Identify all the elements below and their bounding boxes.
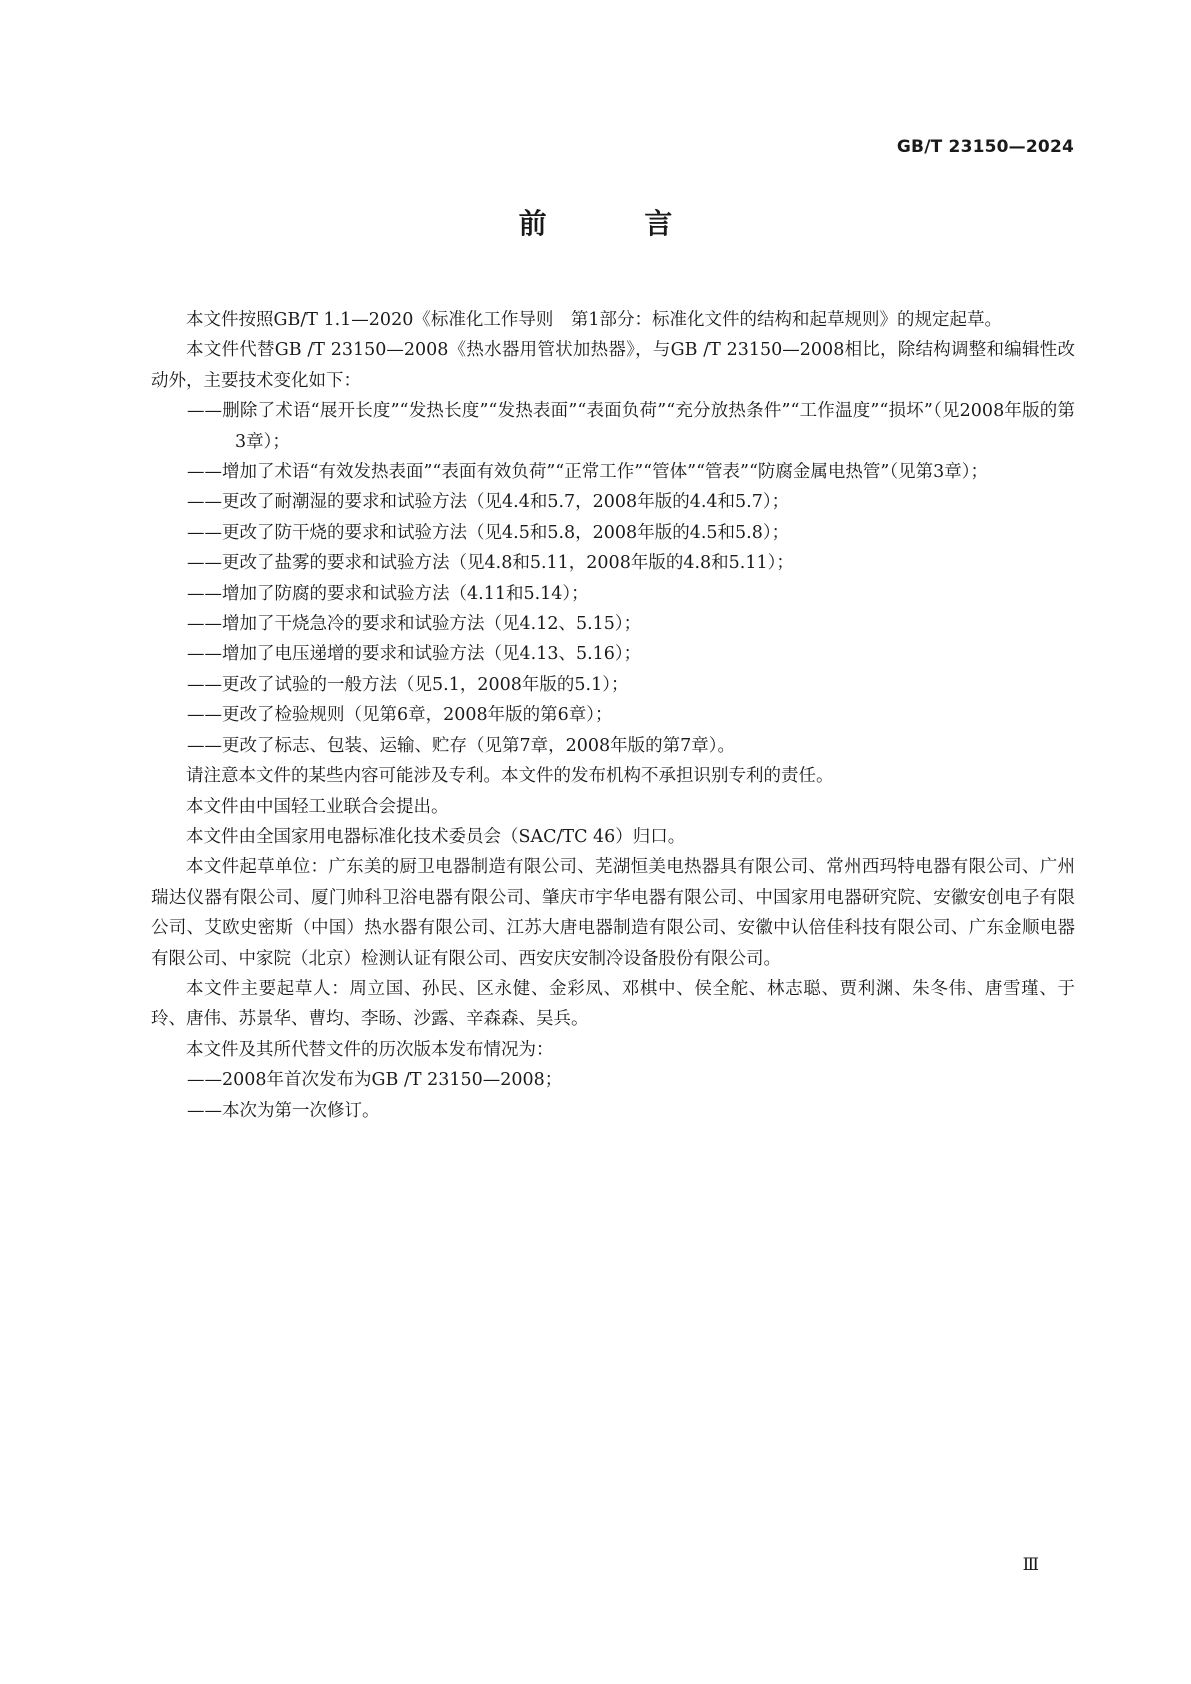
standard-number: GB/T 23150—2024 [896, 137, 1074, 157]
list-item: ——更改了防干烧的要求和试验方法（见4.5和5.8，2008年版的4.5和5.8）； [187, 522, 790, 543]
paragraph-centralized-by: 本文件由全国家用电器标准化技术委员会（SAC/TC 46）归口。 [186, 826, 686, 847]
page-title: 前 言 [518, 207, 717, 240]
list-item: ——2008年首次发布为GB /T 23150—2008； [187, 1070, 563, 1091]
list-item: ——更改了标志、包装、运输、贮存（见第7章，2008年版的第7章）。 [187, 735, 736, 756]
list-item: ——增加了防腐的要求和试验方法（4.11和5.14）； [187, 583, 589, 604]
list-item: ——更改了盐雾的要求和试验方法（见4.8和5.11，2008年版的4.8和5.11）； [187, 553, 794, 574]
paragraph-drafters: 本文件主要起草人：周立国、孙民、区永健、金彩凤、邓棋中、侯全舵、林志聪、贾利渊、朱冬伟、唐雪瑾、于玲、唐伟、苏景华、曹均、李旸、沙露、辛森森、吴兵。 [151, 978, 1075, 1030]
list-item: ——更改了试验的一般方法（见5.1，2008年版的5.1）； [187, 674, 629, 695]
paragraph-proposed-by: 本文件由中国轻工业联合会提出。 [186, 796, 449, 817]
paragraph-drafting-units: 本文件起草单位：广东美的厨卫电器制造有限公司、芜湖恒美电热器具有限公司、常州西玛特电器有限公司、广州瑞达仪器有限公司、厦门帅科卫浴电器有限公司、肇庆市宇华电器有限公司、中国家用电器研究院、安徽安创电子有限公司、艾欧史密斯（中国）热水器有限公司、江苏大唐电器制造有限公司、安徽中认倍佳科技有限公司、广东金顺电器有限公司、中家院（北京）检测认证有限公司、西安庆安制冷设备股份有限公司。 [151, 857, 1075, 969]
list-item: ——更改了耐潮湿的要求和试验方法（见4.4和5.7，2008年版的4.4和5.7）； [187, 492, 790, 513]
paragraph-patent-notice: 请注意本文件的某些内容可能涉及专利。本文件的发布机构不承担识别专利的责任。 [186, 766, 834, 787]
paragraph-replacement: 本文件代替GB /T 23150—2008《热水器用管状加热器》，与GB /T 23150—2008相比，除结构调整和编辑性改动外，主要技术变化如下： [151, 340, 1075, 391]
list-item: ——增加了术语“有效发热表面”“表面有效负荷”“正常工作”“管体”“管表”“防腐金属电热管”（见第3章）； [187, 462, 988, 483]
list-item: ——本次为第一次修订。 [187, 1100, 380, 1121]
page-number: Ⅲ [1022, 1555, 1039, 1575]
list-item: ——增加了干烧急冷的要求和试验方法（见4.12、5.15）； [187, 614, 642, 635]
version-history-list [151, 1065, 1075, 1126]
technical-changes-list [151, 396, 1075, 761]
list-item: ——更改了检验规则（见第6章，2008年版的第6章）； [187, 705, 613, 726]
paragraph-history-intro: 本文件及其所代替文件的历次版本发布情况为： [186, 1039, 554, 1060]
list-item: ——删除了术语“展开长度”“发热长度”“发热表面”“表面负荷”“充分放热条件”“工作温度”“损坏”（见2008年版的第3章）； [187, 401, 1075, 452]
document-body [151, 305, 1075, 1126]
paragraph-drafting-rules: 本文件按照GB/T 1.1—2020《标准化工作导则 第1部分：标准化文件的结构和起草规则》的规定起草。 [186, 310, 1002, 330]
list-item: ——增加了电压递增的要求和试验方法（见4.13、5.16）； [187, 644, 642, 665]
